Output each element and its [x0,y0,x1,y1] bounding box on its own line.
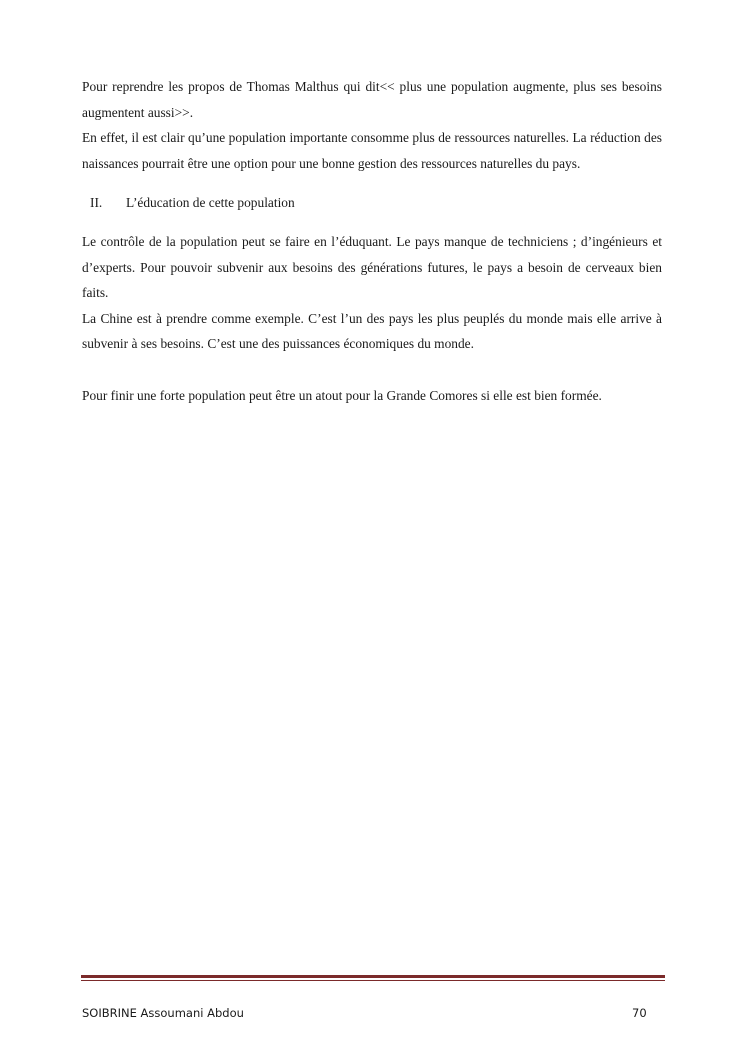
footer-divider-thin-line [81,980,665,981]
footer-divider [81,975,665,981]
spacer [82,357,662,383]
section-title: L’éducation de cette population [126,195,295,211]
paragraph-natural-resources: En effet, il est clair qu’une population importante consomme plus de ressources naturelles. La réduction des naissances pourrait être une option pour une bonne gestion des ressources naturelles du pays. [82,130,662,171]
footer-author: SOIBRINE Assoumani Abdou [82,1006,244,1020]
spacer [82,216,662,229]
paragraph-china-example: La Chine est à prendre comme exemple. C’est l’un des pays les plus peuplés du monde mais elle arrive à subvenir à ses besoins. C’est une des puissances économiques du monde. [82,310,662,352]
paragraph-education: Le contrôle de la population peut se faire en l’éduquant. Le pays manque de techniciens ; d’ingénieurs et d’experts. Pour pouvoir subvenir aux besoins des générations futures, le pays a besoin de cerveaux bien faits. [82,233,662,301]
section-number: II. [90,195,103,211]
paragraph-conclusion: Pour finir une forte population peut être un atout pour la Grande Comores si elle est bien formée. [82,387,602,403]
section-heading [82,190,662,216]
paragraph-malthus-quote: Pour reprendre les propos de Thomas Malthus qui dit<< plus une population augmente, plus ses besoins augmentent aussi>>. [82,79,662,120]
page-body [82,74,662,409]
footer-divider-thick-line [81,975,665,978]
footer-page-number: 70 [632,1006,647,1020]
